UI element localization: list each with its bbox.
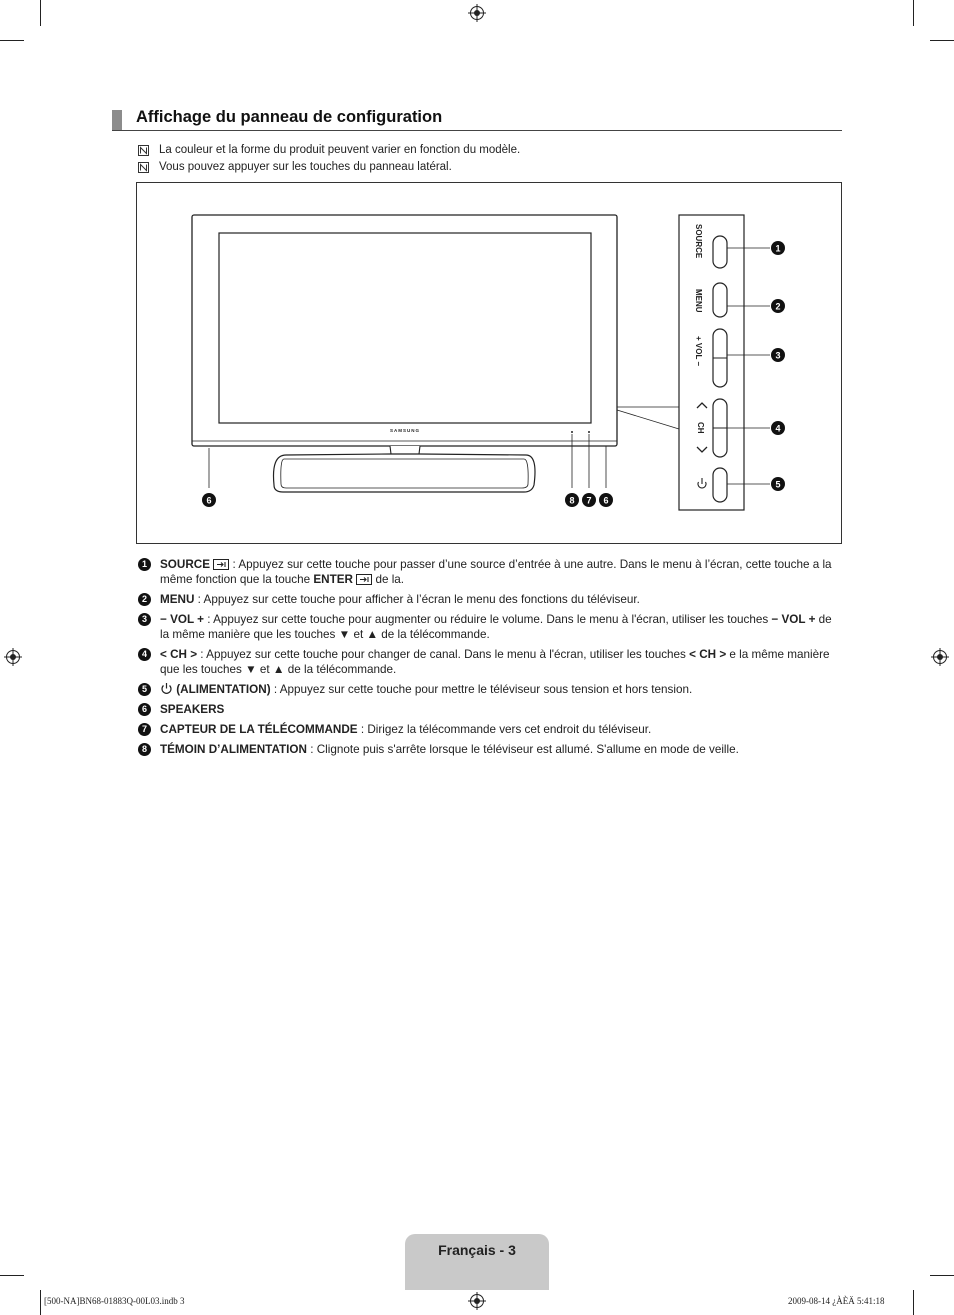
note-text: Vous pouvez appuyer sur les touches du panneau latéral. xyxy=(159,161,452,173)
crop-mark xyxy=(40,1290,41,1315)
svg-text:4: 4 xyxy=(775,423,781,434)
callout-badge xyxy=(771,421,785,435)
chevron-left-icon: < xyxy=(160,648,167,661)
svg-text:3: 3 xyxy=(775,350,781,361)
side-panel xyxy=(679,215,744,510)
legend-item-speakers xyxy=(138,702,838,717)
legend-text: : Appuyez sur cette touche pour mettre le téléviseur sous tension et hors tension. xyxy=(270,683,693,696)
tv-screen xyxy=(219,233,591,423)
callout-badge xyxy=(771,477,785,491)
legend-number: 5 xyxy=(138,683,151,696)
callout-badge xyxy=(582,493,596,507)
legend-text: : Appuyez sur cette touche pour afficher à l’écran le menu des fonctions du téléviseur. xyxy=(194,593,640,606)
legend-text: e la même manière que les touches ▼ et ▲ de la télécommande. xyxy=(160,648,830,676)
legend-text: : Appuyez sur cette touche pour passer d’une source d’entrée à une autre. Dans le menu à l’écran, cette touche a la même fonction que la touche xyxy=(160,558,832,586)
ch-key-label: < CH > xyxy=(689,648,727,661)
registration-mark-icon xyxy=(931,648,949,666)
panel-label-source: SOURCE xyxy=(694,224,703,259)
svg-text:6: 6 xyxy=(206,495,212,506)
crop-mark xyxy=(40,0,41,26)
registration-mark-icon xyxy=(468,1292,486,1310)
vol-key-label: − VOL + xyxy=(160,613,204,626)
legend-text: : Clignote puis s'arrête lorsque le téléviseur est allumé. S'allume en mode de veille. xyxy=(306,743,739,756)
legend-text: : Appuyez sur cette touche pour augmenter ou réduire le volume. Dans le menu à l'écran, utiliser les touches xyxy=(203,613,772,626)
callout-badge xyxy=(599,493,613,507)
legend-text: : Dirigez la télécommande vers cet endroit du téléviseur. xyxy=(357,723,652,736)
legend-number: 3 xyxy=(138,613,151,626)
legend-term: CAPTEUR DE LA TÉLÉCOMMANDE xyxy=(160,723,358,736)
note-item xyxy=(138,161,452,173)
legend-term: TÉMOIN D’ALIMENTATION xyxy=(160,743,307,756)
enter-icon xyxy=(356,574,372,585)
note-icon xyxy=(138,145,149,156)
section-title: Affichage du panneau de configuration xyxy=(136,108,443,126)
legend-number: 2 xyxy=(138,593,151,606)
legend-text: de la. xyxy=(372,573,405,586)
legend-item-volume xyxy=(138,612,838,642)
legend-item-remote-sensor xyxy=(138,722,838,737)
section-marker xyxy=(112,110,122,130)
power-button-drawing xyxy=(713,468,727,502)
svg-text:2: 2 xyxy=(775,301,781,312)
note-text: La couleur et la forme du produit peuvent varier en fonction du modèle. xyxy=(159,144,521,156)
svg-text:7: 7 xyxy=(586,495,592,506)
legend-item-source xyxy=(138,557,838,587)
vol-key-label: − VOL + xyxy=(771,613,816,626)
registration-mark-icon xyxy=(468,4,486,22)
legend-term: ENTER xyxy=(313,573,353,586)
crop-mark xyxy=(930,40,954,41)
power-icon xyxy=(160,682,173,695)
legend-number: 8 xyxy=(138,743,151,756)
legend-item-power-indicator xyxy=(138,742,838,757)
panel-label-vol: + VOL − xyxy=(694,336,703,367)
legend-text: de la même manière que les touches ▼ et ▲ de la télécommande. xyxy=(160,613,832,641)
tv-diagram xyxy=(136,182,842,544)
note-item xyxy=(138,144,520,156)
svg-text:6: 6 xyxy=(603,495,609,506)
crop-mark xyxy=(0,1275,24,1276)
legend-number: 1 xyxy=(138,558,151,571)
print-slug-file: [500-NA]BN68-01883Q-00L03.indb 3 xyxy=(44,1296,185,1306)
remote-sensor xyxy=(588,431,590,433)
chevron-right-icon: > xyxy=(719,648,727,661)
page-number: Français - 3 xyxy=(438,1242,516,1258)
callout-badge xyxy=(771,299,785,313)
chevron-right-icon: > xyxy=(190,648,198,661)
legend-term: (ALIMENTATION) xyxy=(176,683,271,696)
panel-label-ch: CH xyxy=(696,422,705,434)
section-rule xyxy=(112,130,842,131)
legend-item-channel xyxy=(138,647,838,677)
legend-number: 7 xyxy=(138,723,151,736)
ch-key-label: < CH > xyxy=(160,648,198,661)
crop-mark xyxy=(913,1290,914,1315)
callout-badge xyxy=(565,493,579,507)
menu-button-drawing xyxy=(713,283,727,317)
legend-number: 6 xyxy=(138,703,151,716)
legend-item-power xyxy=(138,682,838,697)
tv-brand-label: SAMSUNG xyxy=(389,428,421,433)
note-icon xyxy=(138,162,149,173)
callout-badge xyxy=(202,493,216,507)
panel-label-menu: MENU xyxy=(694,289,703,313)
source-button-drawing xyxy=(713,236,727,268)
registration-mark-icon xyxy=(4,648,22,666)
svg-text:8: 8 xyxy=(569,495,575,506)
legend-term: MENU xyxy=(160,593,195,606)
crop-mark xyxy=(913,0,914,26)
legend-list xyxy=(138,557,838,757)
svg-text:1: 1 xyxy=(775,243,781,254)
legend-number: 4 xyxy=(138,648,151,661)
callout-badge xyxy=(771,241,785,255)
tv-stand-base xyxy=(274,454,536,492)
legend-term: SOURCE xyxy=(160,558,211,571)
svg-text:5: 5 xyxy=(775,479,781,490)
callout-badge xyxy=(771,348,785,362)
crop-mark xyxy=(930,1275,954,1276)
legend-text: : Appuyez sur cette touche pour changer de canal. Dans le menu à l'écran, utiliser les touches xyxy=(197,648,690,661)
legend-item-menu xyxy=(138,592,838,607)
power-led xyxy=(571,431,573,433)
chevron-left-icon: < xyxy=(689,648,696,661)
print-slug-date: 2009-08-14 ¿ÀÈÄ 5:41:18 xyxy=(788,1296,885,1306)
crop-mark xyxy=(0,40,24,41)
source-input-icon xyxy=(213,559,229,570)
legend-term: SPEAKERS xyxy=(160,703,225,716)
